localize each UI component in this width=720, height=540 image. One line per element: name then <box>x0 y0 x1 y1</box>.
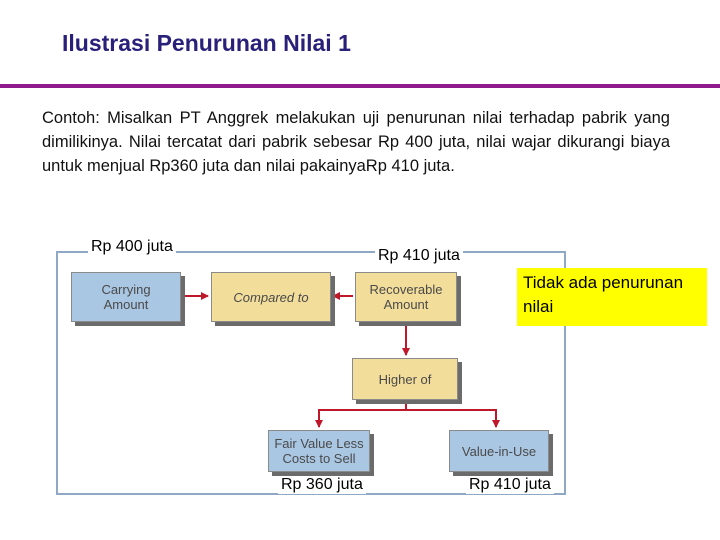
carrying-amount-label: Carrying Amount <box>101 282 151 312</box>
arrow-higher-to-valueinuse <box>406 410 496 427</box>
slide-title: Ilustrasi Penurunan Nilai 1 <box>62 30 351 56</box>
carrying-amount-box <box>71 272 181 322</box>
value-in-use-amount-label: Rp 410 juta <box>466 476 554 494</box>
compared-to-box <box>211 272 331 322</box>
fair-value-amount-label: Rp 360 juta <box>278 476 366 494</box>
arrow-higher-to-fairvalue <box>319 400 406 427</box>
recoverable-amount-label: Recoverable Amount <box>369 282 443 312</box>
carrying-value-label: Rp 400 juta <box>88 238 176 256</box>
fair-value-box <box>268 430 370 472</box>
value-in-use-label: Value-in-Use <box>461 443 537 459</box>
example-paragraph: Contoh: Misalkan PT Anggrek melakukan uji penurunan nilai terhadap pabrik yang dimilikinya. Nilai tercatat dari pabrik sebesar Rp 400 juta, nilai wajar dikurangi biaya untuk menjual Rp360 juta dan nilai pakainyaRp 410 juta. <box>42 109 670 175</box>
recoverable-amount-box <box>355 272 457 322</box>
recoverable-value-label: Rp 410 juta <box>375 247 463 265</box>
value-in-use-box <box>449 430 549 472</box>
conclusion-callout: Tidak ada penurunan nilai <box>517 268 707 326</box>
higher-of-label: Higher of <box>378 371 432 387</box>
compared-to-label: Compared to <box>233 289 309 305</box>
higher-of-box <box>352 358 458 400</box>
fair-value-label: Fair Value Less Costs to Sell <box>274 436 364 466</box>
